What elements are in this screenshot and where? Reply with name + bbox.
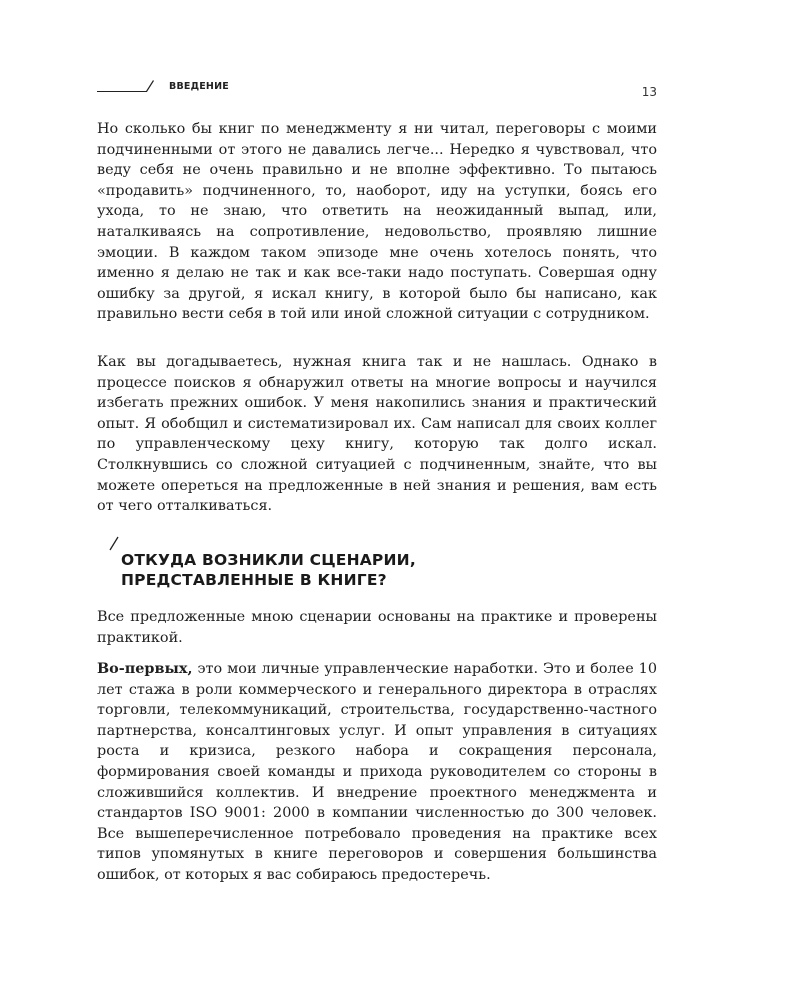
section-title: ВВЕДЕНИЕ bbox=[169, 81, 229, 92]
section-heading-line: ПРЕДСТАВЛЕННЫЕ В КНИГЕ? bbox=[121, 571, 387, 589]
header-slash-icon bbox=[146, 80, 154, 92]
section-heading-line: ОТКУДА ВОЗНИКЛИ СЦЕНАРИИ, bbox=[121, 551, 416, 569]
header-rule bbox=[97, 91, 147, 92]
body-paragraph: Но сколько бы книг по менеджменту я ни читал, переговоры с моими подчиненными от этого не давались легче... Нередко я чувствовал, что веду себя не очень правильно и не вполне эффективно. То пытаюсь «продавить» подчиненного, то, наоборот, иду на уступки, боясь его ухода, то не знаю, что ответить на неожиданный выпад, или, наталкиваясь на сопротивление, недовольство, проявляю лишние эмоции. В каждом таком эпизоде мне очень хотелось понять, что именно я делаю не так и как все-таки надо поступать. Совершая одну ошибку за другой, я искал книгу, в которой было бы написано, как правильно вести себя в той или иной сложной ситуации с сотрудником. bbox=[97, 121, 657, 323]
paragraph-text: это мои личные управленческие наработки. Это и более 10 лет стажа в роли коммерческого и генерального директора в отраслях торговли, телекоммуникаций, строительства, государственно-частного партнерства, консалтинговых услуг. И опыт управления в ситуациях роста и кризиса, резкого набора и сокращения персонала, формирования своей команды и прихода руководителем со стороны в сложившийся коллектив. И внедрение проектного менеджмента и стандартов ISO 9001: 2000 в компании численностью до 300 человек. Все вышеперечисленное потребовало проведения на практике всех типов упомянутых в книге переговоров и совершения большинства ошибок, от которых я вас собираюсь предостеречь. bbox=[97, 661, 657, 883]
body-paragraph: Как вы догадываетесь, нужная книга так и не нашлась. Однако в процессе поисков я обнаружил ответы на многие вопросы и научился избегать прежних ошибок. У меня накопились знания и практический опыт. Я обобщил и систематизировал их. Сам написал для своих коллег по управленческому цеху книгу, которую так долго искал. Столкнувшись со сложной ситуацией с подчиненным, знайте, что вы можете опереться на предложенные в ней знания и решения, вам есть от чего отталкиваться. bbox=[97, 354, 657, 515]
running-header bbox=[97, 76, 657, 98]
paragraph-lead-bold: Во-первых, bbox=[97, 660, 193, 677]
page-number: 13 bbox=[641, 85, 657, 99]
heading-slash-icon bbox=[109, 536, 119, 551]
section-heading bbox=[121, 550, 621, 590]
body-paragraph: Все предложенные мною сценарии основаны на практике и проверены практикой. bbox=[97, 609, 657, 646]
body-paragraph bbox=[97, 659, 657, 886]
